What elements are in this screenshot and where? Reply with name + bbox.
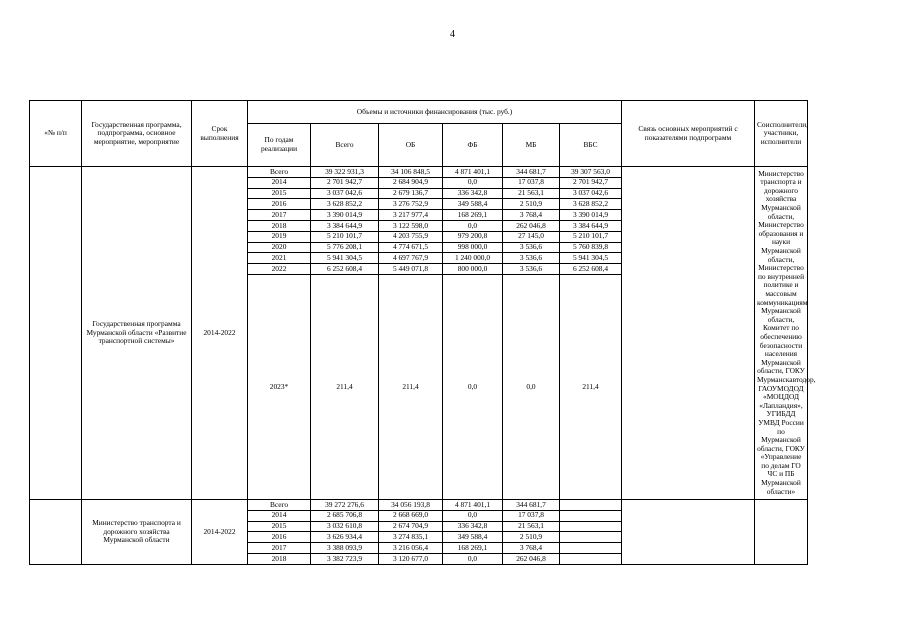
total-cell: 3 032 610,8: [311, 521, 379, 532]
mb-cell: 21 563,1: [503, 521, 560, 532]
header-funding: Объемы и источники финансирования (тыс. руб.): [248, 101, 622, 124]
header-no: «№ п/п: [30, 101, 82, 167]
executors-cell: Министерство транспорта и дорожного хозяйства Мурманской области, Министерство образования и науки Мурманской области, Министерство по внутренней политике и массовым коммуникациям Мурманской области, Комитет по обеспечению безопасности населения Мурманской области, ГОКУ Мурманскавтодор, ГАОУМОДОД «МОЦДОД «Лапландия», УГИБДД УМВД России по Мурманской области, ГОКУ «Управление по делам ГО ЧС и ПБ Мурманской области»: [755, 167, 808, 500]
total-cell: 3 388 093,9: [311, 543, 379, 554]
mb-cell: 3 536,6: [503, 253, 560, 264]
fb-cell: 0,0: [443, 274, 503, 499]
fb-cell: 4 871 401,1: [443, 499, 503, 510]
fb-cell: 0,0: [443, 220, 503, 231]
mb-cell: 344 681,7: [503, 499, 560, 510]
vbs-cell: 5 941 304,5: [560, 253, 622, 264]
year-cell: 2020: [248, 242, 311, 253]
mb-cell: 262 046,8: [503, 553, 560, 564]
table-row: [30, 499, 808, 510]
mb-cell: 3 768,4: [503, 210, 560, 221]
vbs-cell: 39 307 563,0: [560, 167, 622, 178]
mb-cell: 3 536,6: [503, 242, 560, 253]
total-cell: 3 390 014,9: [311, 210, 379, 221]
header-years: По годам реализации: [248, 124, 311, 167]
vbs-cell: [560, 543, 622, 554]
fb-cell: 336 342,8: [443, 521, 503, 532]
mb-cell: 3 536,6: [503, 264, 560, 275]
total-cell: 6 252 608,4: [311, 264, 379, 275]
mb-cell: 17 037,8: [503, 510, 560, 521]
table-row: [30, 167, 808, 178]
mb-cell: 2 510,9: [503, 199, 560, 210]
year-cell: 2018: [248, 553, 311, 564]
block1-body: [30, 166, 816, 500]
block2-body: [30, 499, 808, 564]
year-cell: 2014: [248, 510, 311, 521]
fb-cell: 998 000,0: [443, 242, 503, 253]
fb-cell: 0,0: [443, 553, 503, 564]
ob-cell: 3 120 677,0: [379, 553, 443, 564]
year-cell: 2018: [248, 220, 311, 231]
total-cell: 211,4: [311, 274, 379, 499]
program-name: Министерство транспорта и дорожного хозяйства Мурманской области: [82, 499, 192, 564]
vbs-cell: 3 384 644,9: [560, 220, 622, 231]
row-number-cell: [30, 499, 82, 564]
header-period: Срок выполнения: [192, 101, 248, 167]
ob-cell: 5 449 071,8: [379, 264, 443, 275]
fb-cell: 1 240 000,0: [443, 253, 503, 264]
ob-cell: 3 122 598,0: [379, 220, 443, 231]
ob-cell: 3 276 752,9: [379, 199, 443, 210]
header-executors: Соисполнители, участники, исполнители: [755, 101, 808, 167]
program-name: Государственная программа Мурманской области «Развитие транспортной системы»: [82, 167, 192, 500]
program-period: 2014-2022: [192, 499, 248, 564]
year-cell: 2019: [248, 231, 311, 242]
total-cell: 5 210 101,7: [311, 231, 379, 242]
link-cell: [622, 167, 755, 500]
header-program: Государственная программа, подпрограмма, основное мероприятие, мероприятие: [82, 101, 192, 167]
year-cell: 2016: [248, 199, 311, 210]
total-cell: 3 384 644,9: [311, 220, 379, 231]
mb-cell: 0,0: [503, 274, 560, 499]
year-cell: Всего: [248, 499, 311, 510]
total-cell: 39 272 276,6: [311, 499, 379, 510]
total-cell: 3 628 852,2: [311, 199, 379, 210]
year-cell: 2017: [248, 543, 311, 554]
header-vbs: ВБС: [560, 124, 622, 167]
program-table: [29, 100, 816, 565]
mb-cell: 344 681,7: [503, 167, 560, 178]
total-cell: 39 322 931,3: [311, 167, 379, 178]
total-cell: 5 941 304,5: [311, 253, 379, 264]
vbs-cell: 5 760 839,8: [560, 242, 622, 253]
fb-cell: 800 000,0: [443, 264, 503, 275]
page-number: 4: [450, 29, 455, 40]
vbs-cell: 3 628 852,2: [560, 199, 622, 210]
total-cell: 2 701 942,7: [311, 177, 379, 188]
vbs-cell: 3 037 042,6: [560, 188, 622, 199]
ob-cell: 4 203 755,9: [379, 231, 443, 242]
vbs-cell: [560, 553, 622, 564]
ob-cell: 2 674 704,9: [379, 521, 443, 532]
fb-cell: 349 588,4: [443, 532, 503, 543]
ob-cell: 2 684 904,9: [379, 177, 443, 188]
fb-cell: 168 269,1: [443, 210, 503, 221]
year-cell: 2023*: [248, 274, 311, 499]
mb-cell: 17 037,8: [503, 177, 560, 188]
vbs-cell: [560, 532, 622, 543]
mb-cell: 2 510,9: [503, 532, 560, 543]
total-cell: 2 685 706,8: [311, 510, 379, 521]
year-cell: 2021: [248, 253, 311, 264]
ob-cell: 2 679 136,7: [379, 188, 443, 199]
fb-cell: 979 200,8: [443, 231, 503, 242]
year-cell: 2015: [248, 188, 311, 199]
link-cell: [622, 499, 755, 564]
year-cell: 2015: [248, 521, 311, 532]
ob-cell: 3 274 835,1: [379, 532, 443, 543]
total-cell: 5 776 208,1: [311, 242, 379, 253]
fb-cell: 336 342,8: [443, 188, 503, 199]
ob-cell: 3 217 977,4: [379, 210, 443, 221]
ob-cell: 34 106 848,5: [379, 167, 443, 178]
vbs-cell: 2 701 942,7: [560, 177, 622, 188]
vbs-cell: 3 390 014,9: [560, 210, 622, 221]
vbs-cell: [560, 510, 622, 521]
header-ob: ОБ: [379, 124, 443, 167]
vbs-cell: [560, 521, 622, 532]
fb-cell: 168 269,1: [443, 543, 503, 554]
header-total: Всего: [311, 124, 379, 167]
year-cell: 2022: [248, 264, 311, 275]
year-cell: 2014: [248, 177, 311, 188]
year-cell: 2017: [248, 210, 311, 221]
ob-cell: 2 668 669,0: [379, 510, 443, 521]
header-mb: МБ: [503, 124, 560, 167]
total-cell: 3 382 723,9: [311, 553, 379, 564]
mb-cell: 3 768,4: [503, 543, 560, 554]
mb-cell: 27 145,0: [503, 231, 560, 242]
total-cell: 3 626 934,4: [311, 532, 379, 543]
fb-cell: 0,0: [443, 177, 503, 188]
ob-cell: 34 056 193,8: [379, 499, 443, 510]
year-cell: 2016: [248, 532, 311, 543]
ob-cell: 4 774 671,5: [379, 242, 443, 253]
total-cell: 3 037 042,6: [311, 188, 379, 199]
fb-cell: 4 871 401,1: [443, 167, 503, 178]
fb-cell: 0,0: [443, 510, 503, 521]
vbs-cell: 5 210 101,7: [560, 231, 622, 242]
ob-cell: 3 216 056,4: [379, 543, 443, 554]
program-period: 2014-2022: [192, 167, 248, 500]
vbs-cell: [560, 499, 622, 510]
executors-cell: [755, 499, 808, 564]
mb-cell: 21 563,1: [503, 188, 560, 199]
vbs-cell: 6 252 608,4: [560, 264, 622, 275]
vbs-cell: 211,4: [560, 274, 622, 499]
row-number-cell: [30, 167, 82, 500]
fb-cell: 349 588,4: [443, 199, 503, 210]
ob-cell: 211,4: [379, 274, 443, 499]
year-cell: Всего: [248, 167, 311, 178]
ob-cell: 4 697 767,9: [379, 253, 443, 264]
mb-cell: 262 046,8: [503, 220, 560, 231]
header-fb: ФБ: [443, 124, 503, 167]
header-link: Связь основных мероприятий с показателями подпрограмм: [622, 101, 755, 167]
